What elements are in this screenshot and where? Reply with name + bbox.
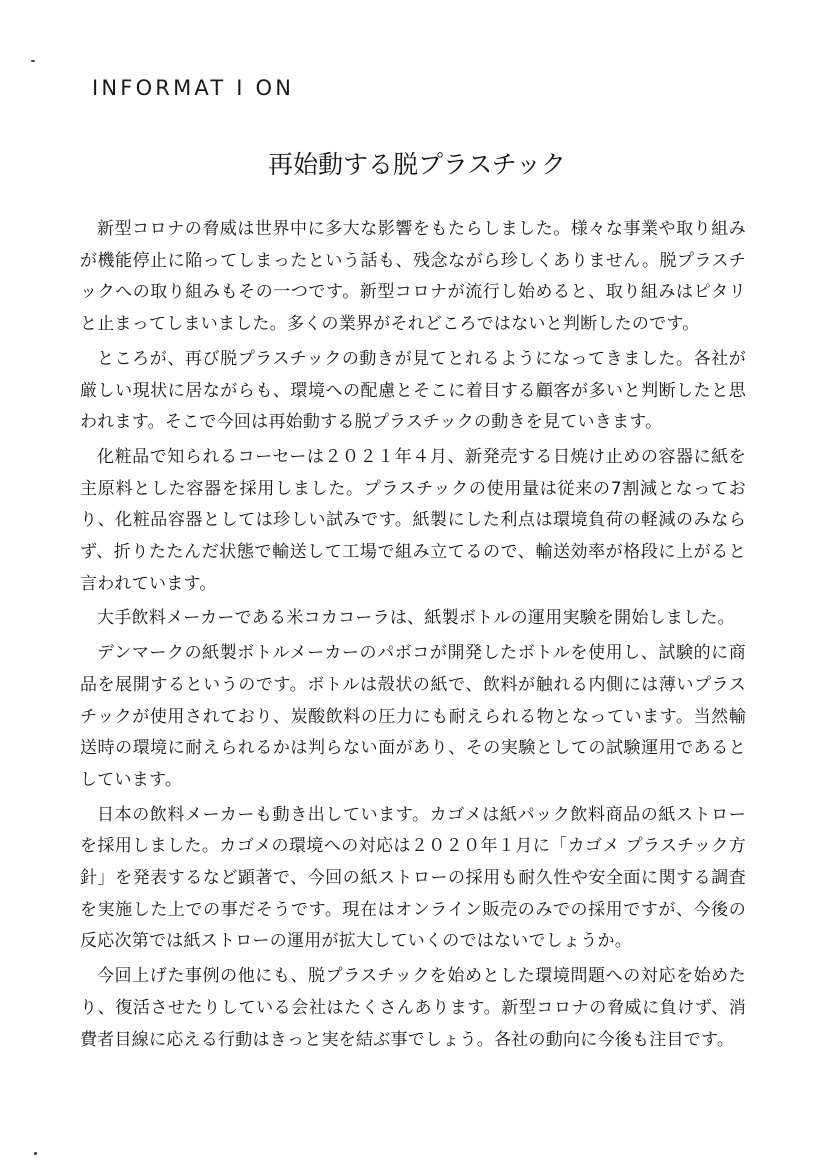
- section-label: INFORMAT I ON: [92, 76, 295, 100]
- article-paragraph: 大手飲料メーカーである米コカコーラは、紙製ボトルの運用実験を開始しました。: [97, 608, 735, 629]
- article-paragraph: 日本の飲料メーカーも動き出しています。カゴメは紙パック飲料商品の紙ストローを採用しました。カゴメの環境への対応は２０２０年１月に「カゴメ プラスチック方針」を発表するなど顕著で、今回の紙ストローの採用も耐久性や安全面に関する調査を実施した上での事だそうです。現在はオンライン販売のみでの採用ですが、今後の反応次第では紙ストローの運用が拡大していくのではないでしょうか。: [80, 804, 746, 952]
- article-paragraph: 新型コロナの脅威は世界中に多大な影響をもたらしました。様々な事業や取り組みが機能停止に陥ってしまったという話も、残念ながら珍しくありません。脱プラスチックへの取り組みもその一つです。新型コロナが流行し始めると、取り組みはピタリと止まってしまいました。多くの業界がそれどころではないと判断したのです。: [80, 219, 746, 335]
- article-paragraph: デンマークの紙製ボトルメーカーのパボコが開発したボトルを使用し、試験的に商品を展開するというのです。ボトルは殻状の紙で、飲料が触れる内側には薄いプラスチックが使用されており、炭酸飲料の圧力にも耐えられる物となっています。当然輸送時の環境に耐えられるかは判らない面があり、その実験としての試験運用であるとしています。: [80, 643, 746, 790]
- scan-speck: [34, 1152, 37, 1155]
- article-paragraph: ところが、再び脱プラスチックの動きが見てとれるようになってきました。各社が厳しい現状に居ながらも、環境への配慮とそこに着目する顧客が多いと判断したと思われます。そこで今回は再始動する脱プラスチックの動きを見ていきます。: [80, 348, 746, 433]
- article-title: 再始動する脱プラスチック: [267, 150, 566, 179]
- scan-speck: [31, 60, 35, 62]
- article-paragraph: 化粧品で知られるコーセーは２０２１年４月、新発売する日焼け止めの容器に紙を主原料とした容器を採用しました。プラスチックの使用量は従来の7割減となっており、化粧品容器としては珍しい試みです。紙製にした利点は環境負荷の軽減のみならず、折りたたんだ状態で輸送して工場で組み立てるので、輸送効率が格段に上がると言われています。: [80, 446, 746, 594]
- article-body: [80, 214, 746, 1059]
- article-paragraph: 今回上げた事例の他にも、脱プラスチックを始めとした環境問題への対応を始めたり、復活させたりしている会社はたくさんあります。新型コロナの脅威に負けず、消費者目線に応える行動はきっと実を結ぶ事でしょう。各社の動向に今後も注目です。: [80, 966, 746, 1050]
